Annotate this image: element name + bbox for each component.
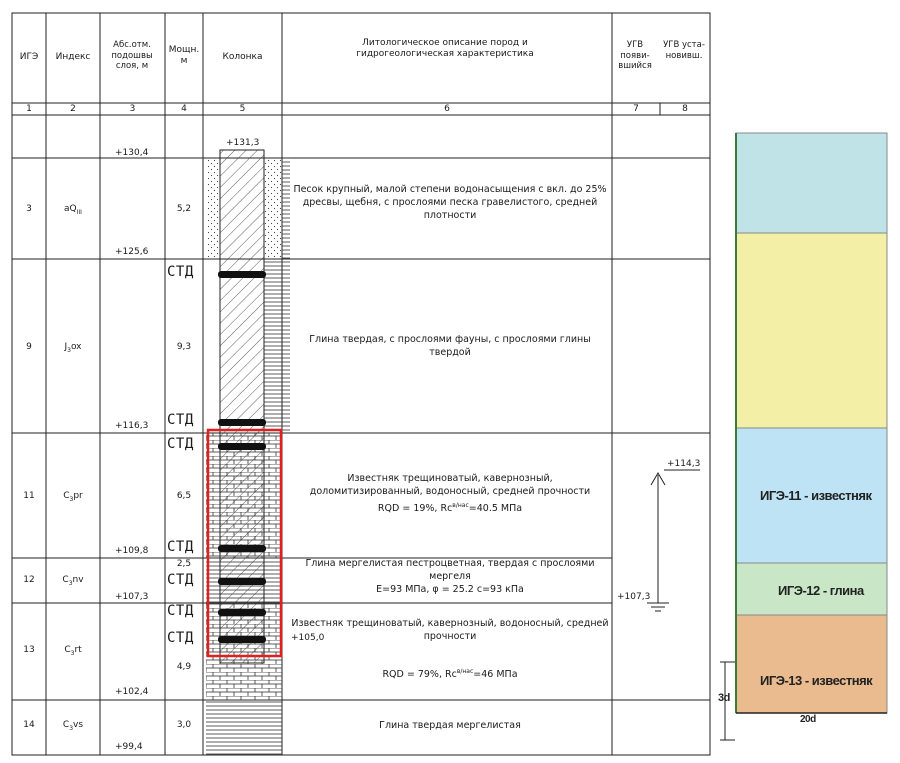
thickness-11: 6,5 xyxy=(176,491,192,501)
lithology-column xyxy=(206,150,290,755)
ige-14: 14 xyxy=(23,720,35,730)
ige-3: 3 xyxy=(26,204,32,214)
index-3: $aQ_{III}$ xyxy=(64,204,82,216)
thickness-12: 2,5 xyxy=(176,559,192,569)
desc-11: Известняк трещиноватый, кавернозный, доломитизированный, водоносный, средней прочности xyxy=(309,473,591,497)
thickness-9: 9,3 xyxy=(176,342,192,352)
std-label: СТД xyxy=(167,412,194,428)
colnum-6: 6 xyxy=(444,104,450,114)
elev-bottom-12: +107,3 xyxy=(115,592,149,602)
ige-9: 9 xyxy=(26,342,32,352)
colnum-3: 3 xyxy=(129,104,136,114)
index-11: $C_3pr$ xyxy=(63,491,83,503)
colnum-4: 4 xyxy=(181,104,187,114)
header-ugv-appeared: УГВ появи- вшийся xyxy=(618,40,652,72)
colnum-8: 8 xyxy=(682,104,688,114)
dim-height-label: 3d xyxy=(718,692,730,704)
std-label: СТД xyxy=(167,539,194,555)
ige-13: 13 xyxy=(23,645,35,655)
side-label-ige-11: ИГЭ-11 - известняк xyxy=(760,488,872,503)
header-thickness: Мощн. м xyxy=(168,45,200,67)
header-ige: ИГЭ xyxy=(19,52,39,62)
elev-bottom-13: +102,4 xyxy=(115,687,149,697)
elev-bottom-0: +130,4 xyxy=(115,148,149,158)
desc-13: Известняк трещиноватый, кавернозный, водоносный, средней прочности xyxy=(291,618,609,642)
side-model xyxy=(720,133,887,740)
elev-bottom-3: +125,6 xyxy=(115,247,149,257)
desc-14: Глина твердая мергелистая xyxy=(379,720,521,731)
header-index: Индекс xyxy=(55,52,91,62)
header-description: Литологическое описание пород и гидрогеологическая характеристика xyxy=(356,38,534,60)
table-frame xyxy=(12,13,710,755)
thickness-3: 5,2 xyxy=(176,204,192,214)
colnum-1: 1 xyxy=(26,104,32,114)
extra-13: RQD = 79%, $Rc^{в/нас}=46$ МПа xyxy=(382,668,518,681)
index-13: $C_3rt$ xyxy=(64,645,82,657)
index-9: $J_3ox$ xyxy=(64,342,82,354)
elev-bottom-11: +109,8 xyxy=(115,546,149,556)
header-column: Колонка xyxy=(222,52,263,62)
side-label-ige-12: ИГЭ-12 - глина xyxy=(778,583,864,598)
colnum-7: 7 xyxy=(633,104,639,114)
std-label: СТД xyxy=(167,572,194,588)
colnum-5: 5 xyxy=(239,104,246,114)
header-abs-elev: Абс.отм. подошвы слоя, м xyxy=(111,40,153,72)
desc-3: Песок крупный, малой степени водонасыщения с вкл. до 25% дресвы, щебня, с прослоями песка гравелистого, средней плотности xyxy=(293,184,607,221)
extra-11: RQD = 19%, $Rc^{в/нас}=40.5$ МПа xyxy=(377,502,523,515)
index-14: $C_3vs$ xyxy=(62,720,84,732)
side-label-ige-13: ИГЭ-13 - известняк xyxy=(760,673,873,688)
ige-12: 12 xyxy=(23,575,35,585)
ugv-arrow xyxy=(647,470,700,611)
thickness-14: 3,0 xyxy=(176,720,192,730)
desc-12: Глина мергелистая пестроцветная, твердая с прослоями мергеля xyxy=(305,558,595,582)
thickness-13: 4,9 xyxy=(176,662,192,672)
extra-12: E=93 МПа, φ = 25.2 c=93 кПа xyxy=(376,584,524,595)
ugv-appeared-value: +107,3 xyxy=(617,592,651,602)
ugv-steady-value: +114,3 xyxy=(667,459,701,469)
std-label: СТД xyxy=(167,630,194,646)
inner-elev-13: +105,0 xyxy=(291,633,325,643)
elev-bottom-9: +116,3 xyxy=(115,421,149,431)
std-label: СТД xyxy=(167,264,194,280)
dim-width-label: 20d xyxy=(800,714,816,725)
header-ugv-steady: УГВ уста- новивш. xyxy=(663,40,705,61)
std-label: СТД xyxy=(167,436,194,452)
ige-11: 11 xyxy=(23,491,35,501)
desc-9: Глина твердая, с прослоями фауны, с прослоями глины твердой xyxy=(309,334,591,358)
std-label: СТД xyxy=(167,603,194,619)
elev-bottom-14: +99,4 xyxy=(115,742,143,752)
index-12: $C_3nv$ xyxy=(62,575,84,587)
colnum-2: 2 xyxy=(70,104,76,114)
top-elevation: +131,3 xyxy=(226,138,260,148)
